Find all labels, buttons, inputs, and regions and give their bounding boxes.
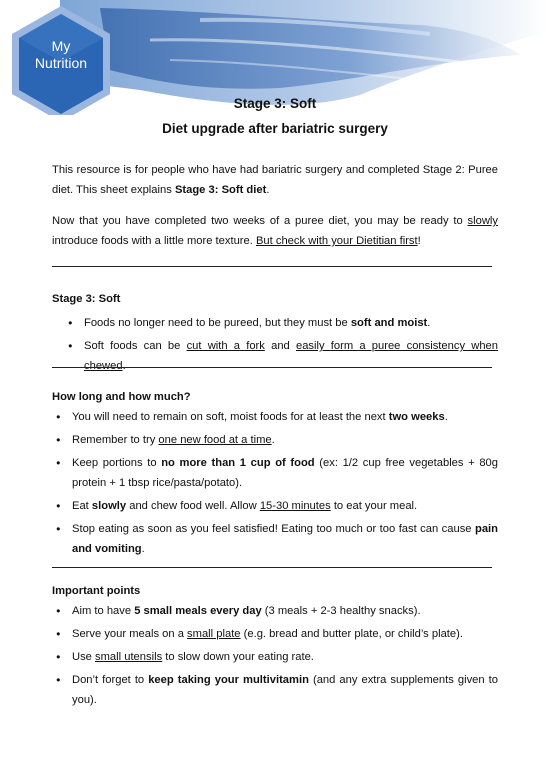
page-subtitle: Diet upgrade after bariatric surgery [162, 121, 388, 136]
underlined-text: But check with your Dietitian first [255, 235, 418, 247]
divider [52, 266, 492, 267]
list-item [52, 430, 498, 450]
text: You will need to remain on soft, moist foods for at least the next [72, 411, 389, 423]
bold-text: two weeks [388, 411, 445, 423]
text: ! [417, 235, 421, 247]
stage3-list [64, 313, 498, 379]
important-list [52, 601, 498, 713]
text: Keep portions to [72, 457, 162, 469]
text: Use [72, 651, 96, 663]
text: . [271, 434, 275, 446]
bold-text: Stage 3: Soft diet [174, 184, 267, 196]
text: introduce foods with a little more texture. [52, 235, 256, 247]
text: to eat your meal. [330, 500, 418, 512]
list-item [52, 670, 498, 710]
list-item [52, 496, 498, 516]
list-item [64, 336, 498, 376]
list-item [52, 601, 498, 621]
text: and chew food well. Allow [126, 500, 260, 512]
text: Don’t forget to [72, 674, 149, 686]
logo-text [6, 38, 116, 72]
bold-text: no more than 1 cup of food [161, 457, 315, 469]
text: This resource is for people who have had bariatric surgery and completed Stage 2: Puree diet. This sheet explains [52, 164, 498, 196]
bold-text: keep taking your multivitamin [148, 674, 309, 686]
underlined-text: small utensils [95, 651, 163, 663]
underlined-text: 15-30 minutes [259, 500, 331, 512]
list-item [52, 407, 498, 427]
underlined-text: cut with a fork [186, 340, 265, 352]
text: Serve your meals on a [72, 628, 188, 640]
underlined-text: easily form a puree consistency when chewed [84, 340, 498, 372]
underlined-text: slowly [467, 215, 498, 227]
section-heading-important: Important points [52, 585, 141, 597]
text: Eat [72, 500, 92, 512]
text: (e.g. bread and butter plate, or child’s plate). [240, 628, 463, 640]
intro-paragraph-1 [52, 160, 498, 200]
divider [52, 367, 492, 368]
text: (ex: 1/2 cup free vegetables + 80g protein + 1 tbsp rice/pasta/potato). [72, 457, 498, 489]
text: Now that you have completed two weeks of a puree diet, you may be ready to [52, 215, 468, 227]
bold-text: slowly [91, 500, 127, 512]
bold-text: soft and moist [350, 317, 428, 329]
text: Remember to try [72, 434, 159, 446]
list-item [52, 624, 498, 644]
logo-line2: Nutrition [34, 55, 88, 71]
logo-line1: My [51, 38, 71, 54]
section-heading-stage3: Stage 3: Soft [52, 293, 121, 305]
text: . [141, 543, 145, 555]
list-item [52, 647, 498, 667]
text: Aim to have [72, 605, 135, 617]
list-item [52, 519, 498, 559]
text: and [264, 340, 296, 352]
divider [52, 567, 492, 568]
list-item [64, 313, 498, 333]
list-item [52, 453, 498, 493]
text: . [122, 360, 126, 372]
how-long-list [52, 407, 498, 562]
underlined-text: small plate [187, 628, 241, 640]
page-title: Stage 3: Soft [233, 96, 317, 111]
bold-text: 5 small meals every day [134, 605, 262, 617]
text: . [266, 184, 270, 196]
text: to slow down your eating rate. [162, 651, 314, 663]
text: . [444, 411, 448, 423]
text: Stop eating as soon as you feel satisfied! Eating too much or too fast can cause [72, 523, 475, 535]
text: . [427, 317, 431, 329]
intro-paragraph-2 [52, 211, 498, 251]
text: (and any extra supplements given to you). [72, 674, 498, 706]
section-heading-how-long: How long and how much? [52, 391, 191, 403]
underlined-text: one new food at a time [158, 434, 272, 446]
text: Soft foods can be [84, 340, 187, 352]
text: Foods no longer need to be pureed, but they must be [84, 317, 351, 329]
text: (3 meals + 2-3 healthy snacks). [261, 605, 421, 617]
bold-text: pain and vomiting [72, 523, 498, 555]
